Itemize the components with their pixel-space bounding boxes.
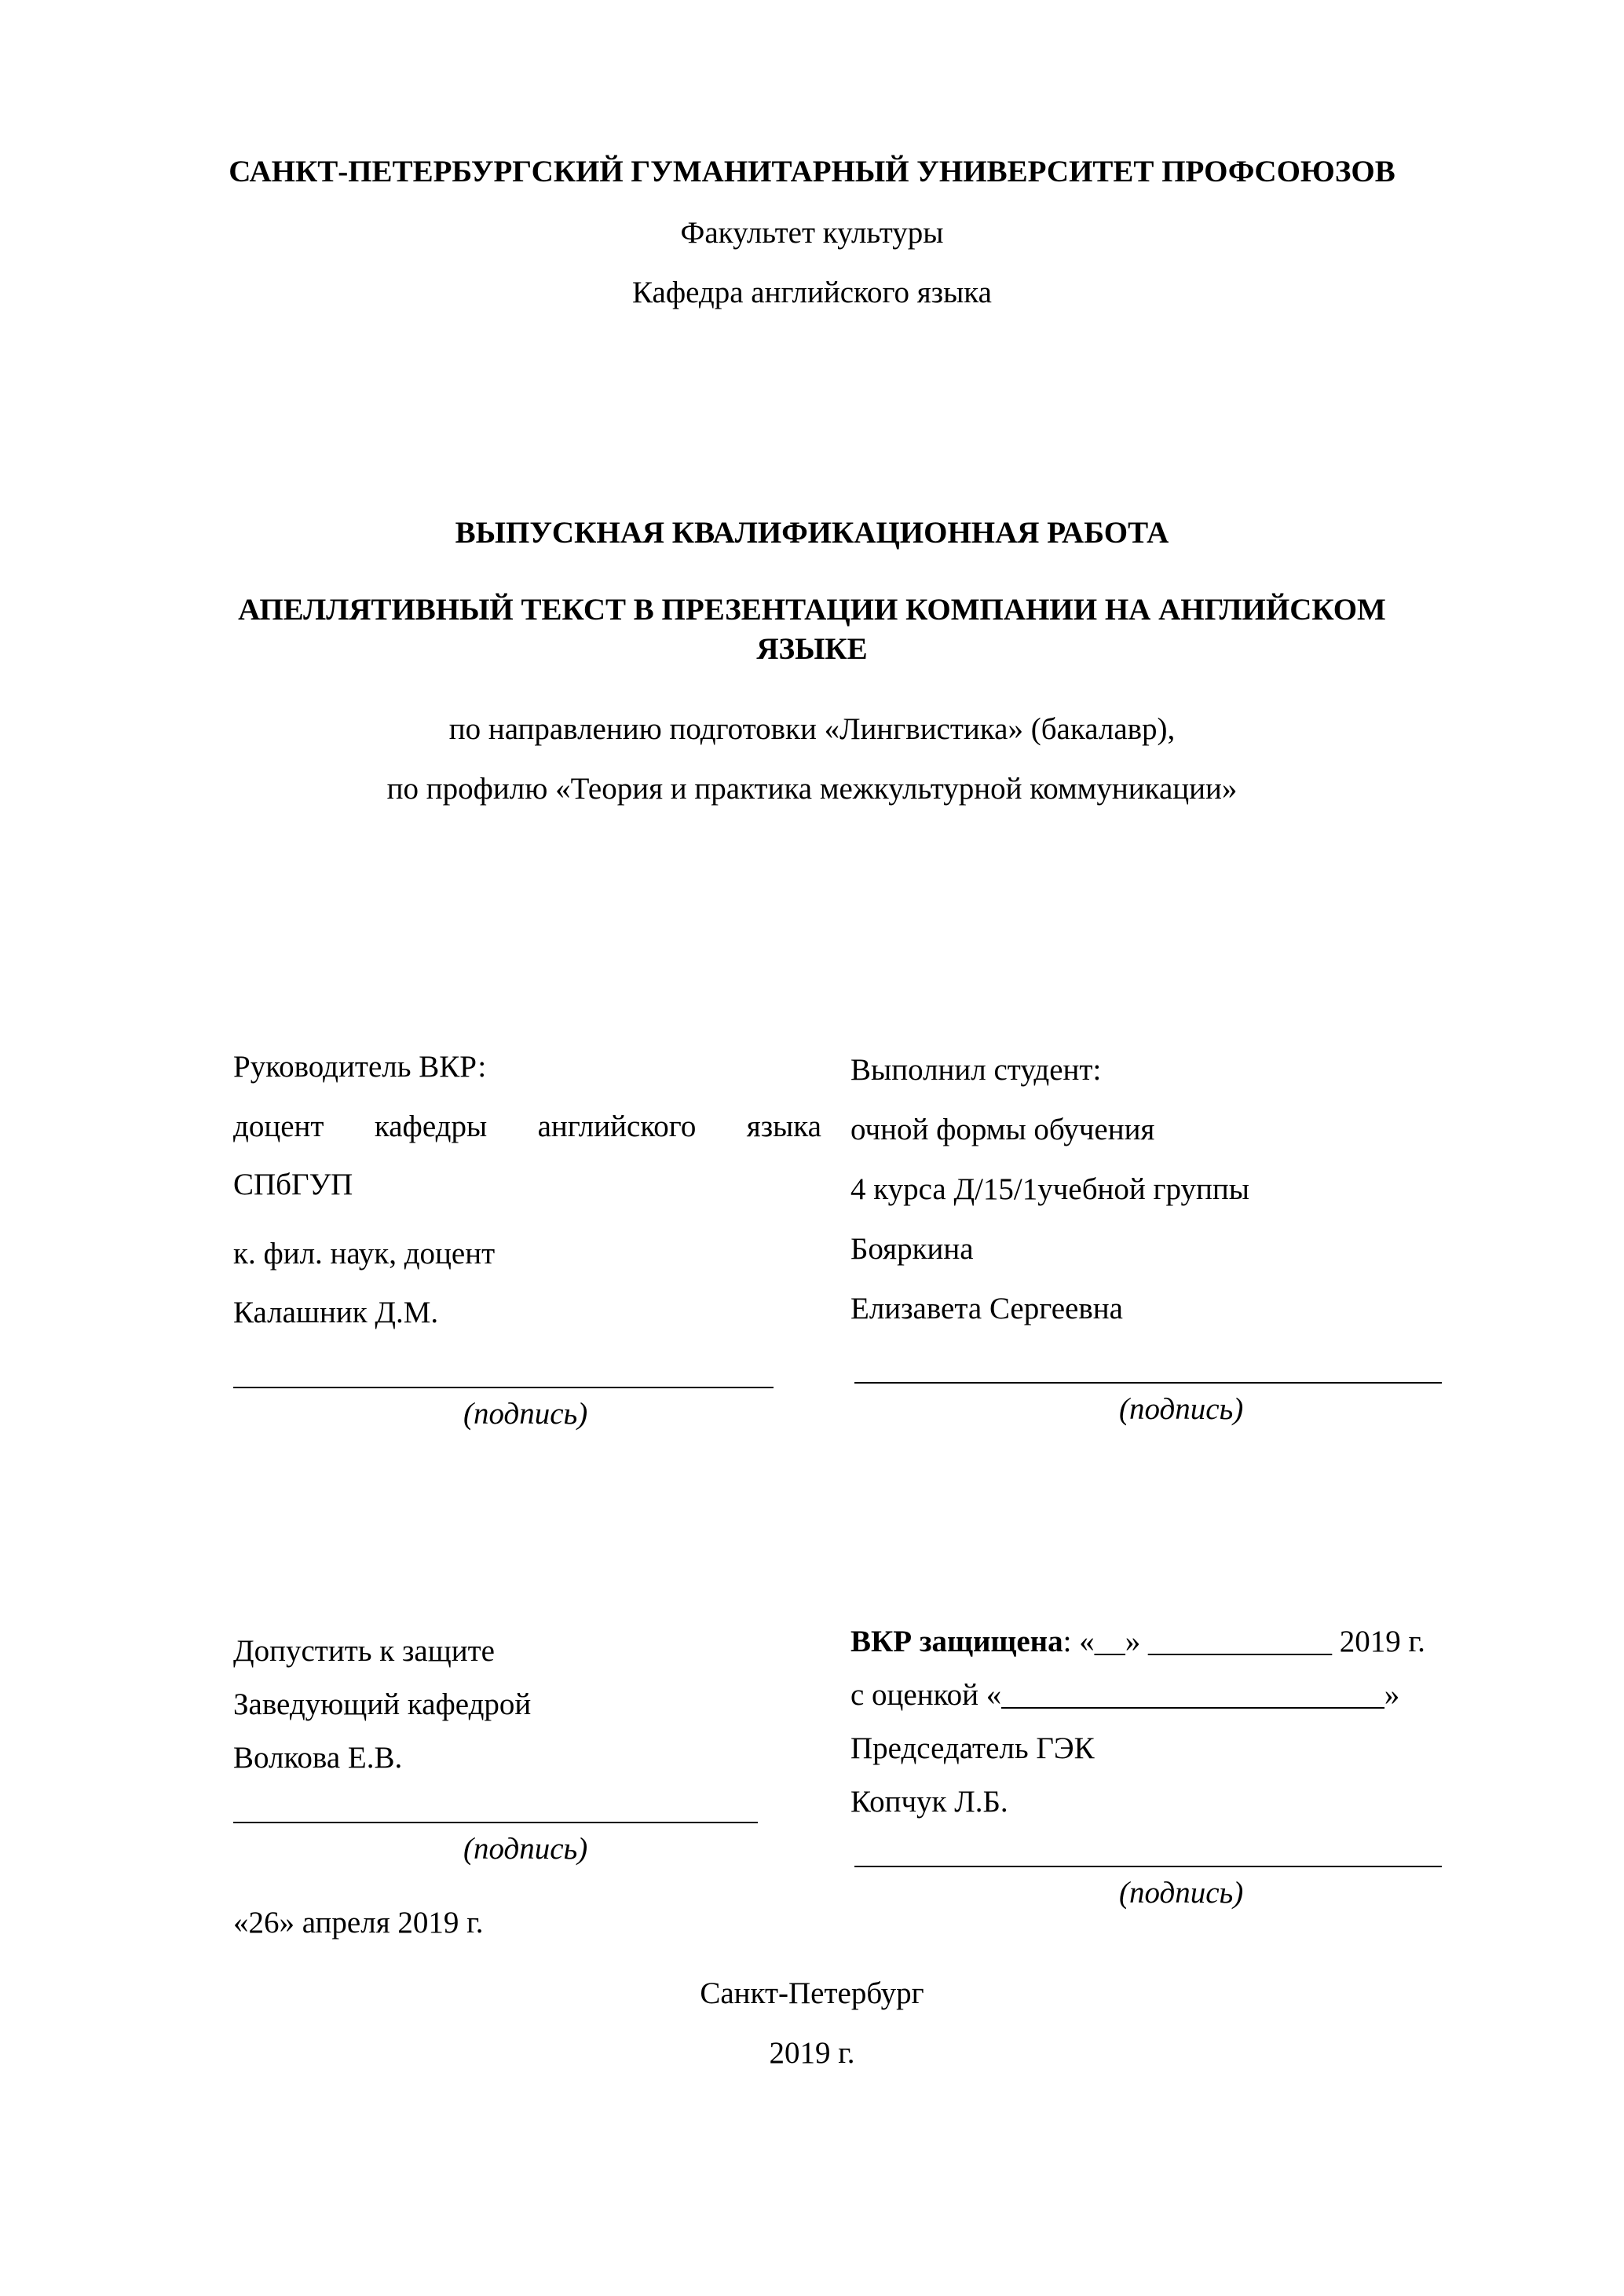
supervisor-position-word: английского [537, 1110, 697, 1143]
supervisor-signature-caption: (подпись) [463, 1397, 588, 1431]
student-group: 4 курса Д/15/1учебной группы [850, 1172, 1249, 1206]
university-name: САНКТ-ПЕТЕРБУРГСКИЙ ГУМАНИТАРНЫЙ УНИВЕРСИТЕТ ПРОФСОЮЗОВ [229, 155, 1395, 188]
footer-year: 2019 г. [769, 2036, 855, 2070]
defense-status-date: : «__» ____________ 2019 г. [1063, 1625, 1425, 1658]
student-surname: Бояркина [850, 1232, 974, 1266]
supervisor-degree: к. фил. наук, доцент [233, 1237, 496, 1270]
supervisor-position [233, 1110, 821, 1144]
student-signature-line [854, 1382, 1442, 1384]
admission-line2: Заведующий кафедрой [233, 1687, 532, 1721]
head-of-department-name: Волкова Е.В. [233, 1741, 403, 1775]
supervisor-position-continued: СПбГУП [233, 1168, 353, 1201]
admission-line1: Допустить к защите [233, 1634, 495, 1668]
student-heading: Выполнил студент: [850, 1053, 1102, 1087]
supervisor-signature-line [233, 1387, 774, 1388]
admission-date: «26» апреля 2019 г. [233, 1906, 484, 1940]
department-name: Кафедра английского языка [632, 276, 992, 309]
supervisor-position-word: кафедры [374, 1110, 488, 1143]
gek-chair-title: Председатель ГЭК [850, 1731, 1095, 1765]
work-type-title: ВЫПУСКНАЯ КВАЛИФИКАЦИОННАЯ РАБОТА [455, 516, 1169, 550]
defense-grade: с оценкой «_________________________» [850, 1678, 1400, 1712]
defense-status [850, 1625, 1425, 1659]
admission-signature-caption: (подпись) [463, 1832, 588, 1866]
defense-status-label: ВКР защищена [850, 1625, 1063, 1658]
topic-title-line1: АПЕЛЛЯТИВНЫЙ ТЕКСТ В ПРЕЗЕНТАЦИИ КОМПАНИИ НА АНГЛИЙСКОМ [238, 593, 1386, 627]
student-given-names: Елизавета Сергеевна [850, 1292, 1123, 1325]
faculty-name: Факультет культуры [680, 216, 944, 250]
gek-chair-name: Копчук Л.Б. [850, 1785, 1008, 1819]
supervisor-position-word: доцент [233, 1110, 324, 1143]
defense-signature-line [854, 1866, 1442, 1867]
study-direction: по направлению подготовки «Лингвистика» (бакалавр), [448, 712, 1176, 746]
footer-city: Санкт-Петербург [700, 1976, 924, 2010]
supervisor-heading: Руководитель ВКР: [233, 1050, 487, 1084]
supervisor-name: Калашник Д.М. [233, 1296, 439, 1329]
student-signature-caption: (подпись) [1119, 1392, 1244, 1426]
student-study-form: очной формы обучения [850, 1113, 1155, 1146]
supervisor-position-word: языка [746, 1110, 821, 1143]
study-profile: по профилю «Теория и практика межкультурной коммуникации» [386, 772, 1238, 806]
admission-signature-line [233, 1822, 758, 1823]
topic-title-line2: ЯЗЫКЕ [756, 632, 868, 666]
defense-signature-caption: (подпись) [1119, 1876, 1244, 1910]
